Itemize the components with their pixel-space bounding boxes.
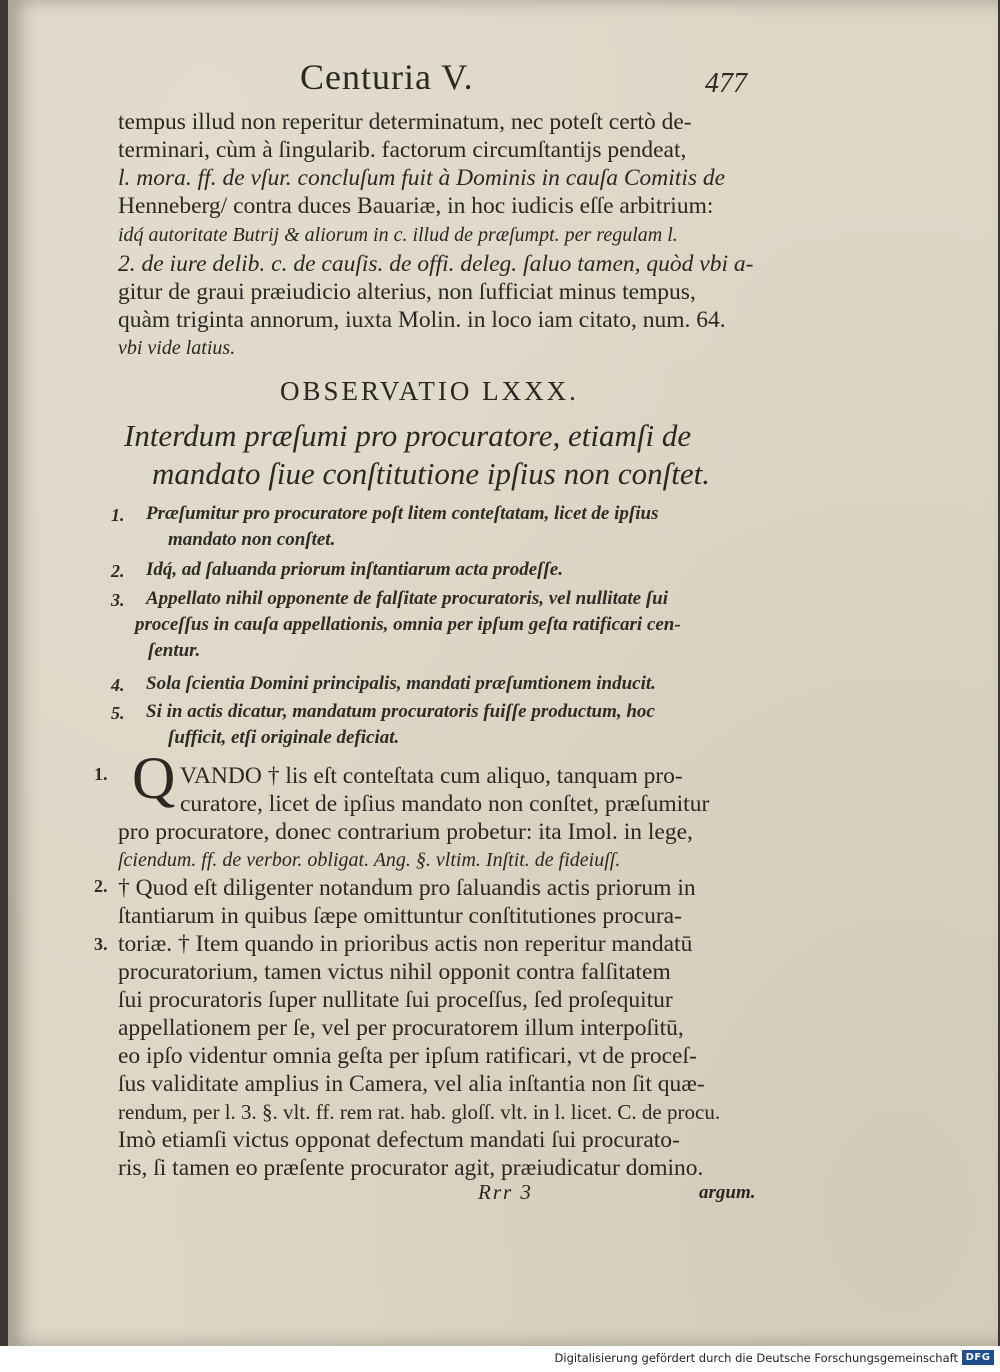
text-line: curatore, licet de ipſius mandato non conſtet, præſumitur	[180, 791, 710, 817]
book-page	[8, 0, 998, 1346]
margin-number: 2.	[94, 876, 108, 896]
summary-number: 5.	[111, 703, 125, 723]
margin-number: 1.	[94, 764, 108, 784]
summary-line: Appellato nihil opponente de falſitate procuratoris, vel nullitate ſui	[146, 588, 668, 609]
summary-number: 2.	[111, 561, 125, 581]
text-line: VANDO † lis eſt conteſtata cum aliquo, tanquam pro-	[180, 763, 683, 789]
dfg-logo: DFG	[962, 1350, 994, 1365]
observation-title: OBSERVATIO LXXX.	[280, 376, 579, 406]
text-line: l. mora. ff. de vſur. concluſum fuit à Dominis in cauſa Comitis de	[118, 165, 726, 191]
catchword: argum.	[699, 1182, 756, 1203]
summary-line: Si in actis dicatur, mandatum procuratoris fuiſſe productum, hoc	[146, 701, 655, 722]
observation-subtitle: mandato ſiue conſtitutione ipſius non conſtet.	[152, 456, 710, 491]
summary-number: 4.	[111, 675, 125, 695]
summary-line: ſufficit, etſi originale deficiat.	[168, 727, 400, 748]
text-line: appellationem per ſe, vel per procuratorem illum interpoſitū,	[118, 1015, 684, 1041]
text-line: idq́ autoritate Butrij & aliorum in c. illud de præſumpt. per regulam l.	[118, 224, 678, 246]
summary-line: ſentur.	[148, 640, 201, 661]
summary-line: Idq́, ad ſaluanda priorum inſtantiarum acta prodeſſe.	[146, 559, 563, 580]
summary-number: 1.	[111, 505, 125, 525]
page-number: 477	[705, 68, 747, 99]
summary-line: Præſumitur pro procuratore poſt litem conteſtatam, licet de ipſius	[146, 503, 659, 524]
text-line: toriæ. † Item quando in prioribus actis non reperitur mandatū	[118, 931, 693, 957]
footer-credit: Digitalisierung gefördert durch die Deutsche Forschungsgemeinschaft	[554, 1351, 958, 1365]
text-line: quàm triginta annorum, iuxta Molin. in loco iam citato, num. 64.	[118, 307, 726, 333]
text-line: tempus illud non reperitur determinatum, nec poteſt certò de-	[118, 109, 692, 135]
text-line: Imò etiamſi victus opponat defectum mandati ſui procurato-	[118, 1127, 680, 1153]
summary-line: Sola ſcientia Domini principalis, mandati præſumtionem inducit.	[146, 673, 656, 694]
summary-line: mandato non conſtet.	[168, 529, 336, 550]
text-line: procuratorium, tamen victus nihil opponit contra falſitatem	[118, 959, 671, 985]
summary-number: 3.	[111, 590, 125, 610]
text-line: vbi vide latius.	[118, 337, 236, 359]
signature-mark: Rrr 3	[478, 1180, 533, 1204]
text-line: ſus validitate amplius in Camera, vel alia inſtantia non ſit quæ-	[118, 1071, 705, 1097]
text-line: 2. de iure delib. c. de cauſis. de offi. deleg. ſaluo tamen, quòd vbi a-	[118, 251, 754, 277]
margin-number: 3.	[94, 934, 108, 954]
text-line: Henneberg/ contra duces Bauariæ, in hoc iudicis eſſe arbitrium:	[118, 193, 714, 219]
drop-cap: Q	[132, 745, 176, 811]
text-line: † Quod eſt diligenter notandum pro ſaluandis actis priorum in	[118, 875, 696, 901]
text-line: pro procuratore, donec contrarium probetur: ita Imol. in lege,	[118, 819, 693, 845]
running-head: Centuria V.	[300, 57, 474, 97]
text-line: ſciendum. ff. de verbor. obligat. Ang. §. vltim. Inſtit. de fideiuſſ.	[118, 849, 621, 871]
text-line: terminari, cùm à ſingularib. factorum circumſtantijs pendeat,	[118, 137, 687, 163]
summary-line: proceſſus in cauſa appellationis, omnia per ipſum geſta ratificari cen-	[135, 614, 681, 635]
observation-subtitle: Interdum præſumi pro procuratore, etiamſi de	[124, 418, 692, 453]
text-line: ſui procuratoris ſuper nullitate ſui proceſſus, ſed proſequitur	[118, 987, 673, 1013]
text-line: rendum, per l. 3. §. vlt. ff. rem rat. hab. gloſſ. vlt. in l. licet. C. de procu.	[118, 1100, 721, 1124]
text-line: ris, ſi tamen eo præſente procurator agit, præiudicatur domino.	[118, 1155, 704, 1181]
text-line: ſtantiarum in quibus ſæpe omittuntur conſtitutiones procura-	[118, 903, 682, 929]
text-line: gitur de graui præiudicio alterius, non ſufficiat minus tempus,	[118, 279, 696, 305]
text-line: eo ipſo videntur omnia geſta per ipſum ratificari, vt de proceſ-	[118, 1043, 697, 1069]
